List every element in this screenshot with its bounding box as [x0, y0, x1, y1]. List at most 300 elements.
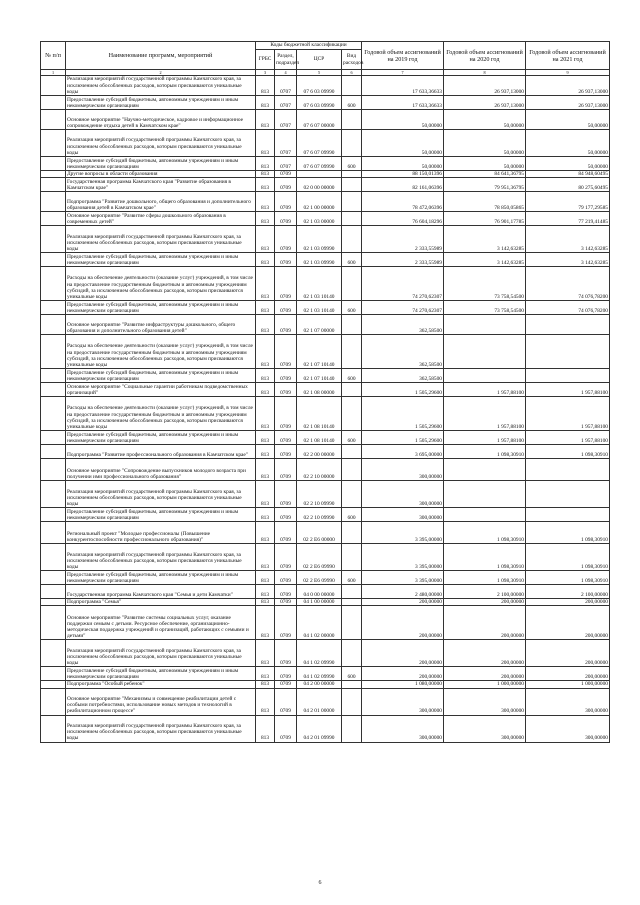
header-2019: Годовой объем ассигнований на 2019 год	[362, 42, 444, 70]
row-razdel: 0709	[275, 667, 297, 681]
row-csr: 04 2 01 00000	[297, 688, 342, 715]
row-razdel: 0709	[275, 599, 297, 606]
table-body	[41, 76, 610, 743]
row-grbs: 813	[256, 715, 275, 742]
row-grbs: 813	[256, 508, 275, 522]
row-vr	[342, 171, 362, 178]
row-razdel: 0709	[275, 178, 297, 192]
budget-table	[40, 41, 610, 743]
row-value-2019: 200,00000	[362, 599, 444, 606]
row-value-2021	[526, 459, 610, 481]
row-csr: 02 1 00 00000	[297, 192, 342, 212]
row-vr	[342, 688, 362, 715]
row-value-2019: 362,58500	[362, 315, 444, 335]
index-cell: 5	[297, 70, 342, 76]
row-number	[41, 688, 66, 715]
row-csr: 04 1 02 09990	[297, 640, 342, 667]
table-row	[41, 130, 610, 157]
table-row	[41, 508, 610, 522]
index-cell: 8	[444, 70, 526, 76]
row-number	[41, 369, 66, 383]
row-vr	[342, 481, 362, 508]
row-value-2020: 2 100,00000	[444, 585, 526, 599]
row-razdel: 0709	[275, 445, 297, 459]
row-vr	[342, 315, 362, 335]
row-number	[41, 335, 66, 369]
row-vr	[342, 110, 362, 130]
row-vr	[342, 640, 362, 667]
row-csr: 02 2 10 09990	[297, 481, 342, 508]
row-value-2020: 73 758,54500	[444, 267, 526, 301]
row-razdel: 0709	[275, 226, 297, 253]
row-value-2020	[444, 369, 526, 383]
row-vr	[342, 267, 362, 301]
row-grbs: 813	[256, 481, 275, 508]
row-value-2019: 3 395,00000	[362, 571, 444, 585]
row-number	[41, 397, 66, 431]
row-value-2019: 362,58500	[362, 369, 444, 383]
row-grbs: 813	[256, 431, 275, 445]
row-vr	[342, 459, 362, 481]
row-csr: 02 2 E6 00000	[297, 522, 342, 544]
table-row	[41, 226, 610, 253]
row-value-2020: 50,00000	[444, 110, 526, 130]
row-grbs: 813	[256, 76, 275, 96]
row-value-2020: 73 758,54500	[444, 301, 526, 315]
row-number	[41, 508, 66, 522]
row-razdel: 0709	[275, 192, 297, 212]
row-name: Предоставление субсидий бюджетным, автономным учреждениям и иным некоммерческим организациям	[66, 96, 256, 110]
table-row	[41, 571, 610, 585]
row-value-2020: 79 951,36795	[444, 178, 526, 192]
row-value-2021: 300,00000	[526, 688, 610, 715]
row-value-2020: 50,00000	[444, 130, 526, 157]
row-vr: 600	[342, 508, 362, 522]
row-csr: 07 6 07 00000	[297, 110, 342, 130]
table-row	[41, 667, 610, 681]
row-name: Реализация мероприятий государственной программы Камчатского края, за исключением обособленных расходов, которым присваиваются уникальные коды	[66, 544, 256, 571]
row-value-2019: 300,00000	[362, 715, 444, 742]
row-name: Основное мероприятие "Механизмы и совмещение реабилитации детей с особыми потребностями, использование новых методов и технологий в реабилитационном процессе"	[66, 688, 256, 715]
row-value-2019: 300,00000	[362, 688, 444, 715]
row-vr	[342, 178, 362, 192]
table-row	[41, 267, 610, 301]
table-row	[41, 431, 610, 445]
table-row	[41, 212, 610, 226]
row-grbs: 813	[256, 315, 275, 335]
row-razdel: 0707	[275, 130, 297, 157]
index-cell: 7	[362, 70, 444, 76]
row-value-2019: 1 080,00000	[362, 681, 444, 688]
row-number	[41, 715, 66, 742]
row-value-2019: 362,58500	[362, 335, 444, 369]
row-value-2020: 200,00000	[444, 640, 526, 667]
row-grbs: 813	[256, 369, 275, 383]
table-row	[41, 76, 610, 96]
row-value-2020: 1 957,88100	[444, 397, 526, 431]
row-razdel: 0709	[275, 383, 297, 397]
row-razdel: 0709	[275, 267, 297, 301]
row-grbs: 813	[256, 96, 275, 110]
header-codes-group: Коды бюджетной классификации	[256, 42, 362, 50]
row-value-2019: 74 270,62307	[362, 301, 444, 315]
row-number	[41, 171, 66, 178]
row-value-2020: 1 957,88100	[444, 383, 526, 397]
table-row	[41, 522, 610, 544]
table-row	[41, 335, 610, 369]
row-csr: 04 1 02 09990	[297, 667, 342, 681]
row-csr: 02 1 08 00000	[297, 383, 342, 397]
row-value-2020	[444, 481, 526, 508]
row-number	[41, 585, 66, 599]
row-grbs: 813	[256, 585, 275, 599]
row-csr: 02 1 03 00000	[297, 212, 342, 226]
row-csr: 02 1 03 10140	[297, 301, 342, 315]
header-name: Наименование программ, мероприятий	[66, 42, 256, 70]
row-grbs: 813	[256, 178, 275, 192]
row-vr: 600	[342, 667, 362, 681]
table-row	[41, 192, 610, 212]
row-grbs: 813	[256, 544, 275, 571]
row-value-2019: 2 333,55989	[362, 226, 444, 253]
row-value-2019: 50,00000	[362, 130, 444, 157]
row-value-2019: 78 472,06396	[362, 192, 444, 212]
row-value-2020	[444, 508, 526, 522]
row-number	[41, 383, 66, 397]
table-row	[41, 585, 610, 599]
row-csr: 02 0 00 00000	[297, 178, 342, 192]
row-razdel: 0709	[275, 571, 297, 585]
row-grbs: 813	[256, 397, 275, 431]
table-row	[41, 171, 610, 178]
row-razdel: 0709	[275, 606, 297, 640]
row-grbs: 813	[256, 110, 275, 130]
row-name: Государственная программа Камчатского края "Семья и дети Камчатки"	[66, 585, 256, 599]
row-name: Подпрограмма "Развитие профессионального образования в Камчатском крае"	[66, 445, 256, 459]
row-value-2020: 1 098,30910	[444, 445, 526, 459]
row-value-2021: 26 937,13000	[526, 96, 610, 110]
row-number	[41, 253, 66, 267]
table-row	[41, 397, 610, 431]
page-number: 6	[318, 880, 322, 886]
row-value-2019: 1 505,29600	[362, 397, 444, 431]
row-razdel: 0709	[275, 335, 297, 369]
row-vr: 600	[342, 301, 362, 315]
row-razdel: 0709	[275, 397, 297, 431]
row-value-2021: 77 219,41485	[526, 212, 610, 226]
row-csr: 04 2 01 09990	[297, 715, 342, 742]
row-vr	[342, 226, 362, 253]
row-grbs: 813	[256, 459, 275, 481]
row-vr: 600	[342, 157, 362, 171]
row-grbs: 813	[256, 226, 275, 253]
row-vr: 600	[342, 253, 362, 267]
row-value-2020: 300,00000	[444, 688, 526, 715]
row-number	[41, 640, 66, 667]
row-number	[41, 301, 66, 315]
row-number	[41, 459, 66, 481]
row-value-2021: 1 098,30910	[526, 445, 610, 459]
row-value-2019: 1 505,29600	[362, 431, 444, 445]
table-row	[41, 445, 610, 459]
row-name: Расходы на обеспечение деятельности (оказание услуг) учреждений, в том числе на предоставление государственным бюджетным и автономным учреждениям субсидий, за исключением обособленных расходов, которым присваиваются уникальные коды	[66, 267, 256, 301]
row-value-2020: 1 957,88100	[444, 431, 526, 445]
row-value-2019: 74 270,62307	[362, 267, 444, 301]
row-name: Основное мероприятие "Развитие инфраструктуры дошкольного, общего образования и дополнительного образования детей"	[66, 315, 256, 335]
row-vr	[342, 599, 362, 606]
row-value-2021: 200,00000	[526, 667, 610, 681]
row-csr: 02 1 07 00000	[297, 315, 342, 335]
table-row	[41, 606, 610, 640]
row-value-2021	[526, 315, 610, 335]
row-value-2021: 80 275,60495	[526, 178, 610, 192]
row-vr	[342, 335, 362, 369]
row-number	[41, 315, 66, 335]
table-row	[41, 688, 610, 715]
row-value-2020: 3 142,63285	[444, 253, 526, 267]
row-name: Предоставление субсидий бюджетным, автономным учреждениям и иным некоммерческим организациям	[66, 157, 256, 171]
row-csr: 02 1 03 10140	[297, 267, 342, 301]
row-value-2019: 50,00000	[362, 110, 444, 130]
row-csr: 07 6 03 09990	[297, 76, 342, 96]
row-value-2021: 1 957,88100	[526, 397, 610, 431]
row-name: Реализация мероприятий государственной программы Камчатского края, за исключением обособленных расходов, которым присваиваются уникальные коды	[66, 481, 256, 508]
row-value-2019: 3 695,00000	[362, 445, 444, 459]
row-name: Предоставление субсидий бюджетным, автономным учреждениям и иным некоммерческим организациям	[66, 508, 256, 522]
row-name: Предоставление субсидий бюджетным, автономным учреждениям и иным некоммерческим организациям	[66, 571, 256, 585]
row-csr: 07 6 07 09990	[297, 157, 342, 171]
header-razdel: Раздел, подраздел	[275, 50, 297, 70]
row-value-2021: 50,00000	[526, 157, 610, 171]
row-name: Региональный проект "Молодые профессионалы (Повышение конкурентоспособности профессионального образования)"	[66, 522, 256, 544]
row-value-2020: 3 142,63285	[444, 226, 526, 253]
row-number	[41, 445, 66, 459]
row-value-2020: 200,00000	[444, 667, 526, 681]
header-csr: ЦСР	[297, 50, 342, 70]
row-csr: 02 1 08 10140	[297, 397, 342, 431]
row-value-2020: 84 641,36795	[444, 171, 526, 178]
row-csr: 04 1 02 00000	[297, 606, 342, 640]
row-razdel: 0709	[275, 544, 297, 571]
row-value-2020: 78 850,05865	[444, 192, 526, 212]
row-name: Другие вопросы в области образования	[66, 171, 256, 178]
row-number	[41, 178, 66, 192]
row-name: Предоставление субсидий бюджетным, автономным учреждениям и иным некоммерческим организациям	[66, 667, 256, 681]
row-number	[41, 544, 66, 571]
row-value-2021: 1 000,00000	[526, 681, 610, 688]
table-row	[41, 383, 610, 397]
row-name: Реализация мероприятий государственной программы Камчатского края, за исключением обособленных расходов, которым присваиваются уникальные коды	[66, 715, 256, 742]
row-number	[41, 212, 66, 226]
row-razdel: 0709	[275, 369, 297, 383]
row-value-2020: 1 000,00000	[444, 681, 526, 688]
row-value-2019: 76 604,18296	[362, 212, 444, 226]
row-csr: 02 2 00 00000	[297, 445, 342, 459]
row-grbs: 813	[256, 267, 275, 301]
row-csr	[297, 171, 342, 178]
row-csr: 07 6 07 09990	[297, 130, 342, 157]
row-value-2019: 300,00000	[362, 481, 444, 508]
row-razdel: 0709	[275, 681, 297, 688]
row-razdel: 0709	[275, 481, 297, 508]
row-value-2021: 50,00000	[526, 130, 610, 157]
header-vr: Вид расходов	[342, 50, 362, 70]
row-value-2020: 300,00000	[444, 715, 526, 742]
row-grbs: 813	[256, 571, 275, 585]
row-csr: 02 1 03 09990	[297, 226, 342, 253]
row-name: Основное мероприятие "Сопровождение выпускников молодого возраста при получении ими профессионального образования"	[66, 459, 256, 481]
row-name: Основное мероприятие "Развитие системы социальных услуг, оказание поддержки семьям с детьми. Ресурсное обеспечение, организационно-методическая поддержка учреждений и организаций, работающих с семьями и детьми"	[66, 606, 256, 640]
row-value-2021: 79 177,29585	[526, 192, 610, 212]
row-razdel: 0709	[275, 508, 297, 522]
row-name: Подпрограмма "Семья"	[66, 599, 256, 606]
row-value-2020	[444, 315, 526, 335]
row-name: Подпрограмма "Особый ребенок"	[66, 681, 256, 688]
row-vr: 600	[342, 431, 362, 445]
row-vr	[342, 212, 362, 226]
row-value-2020: 1 098,30910	[444, 544, 526, 571]
row-grbs: 813	[256, 171, 275, 178]
row-csr: 04 1 00 00000	[297, 599, 342, 606]
row-value-2021: 74 076,78200	[526, 301, 610, 315]
row-csr: 02 2 E6 09990	[297, 571, 342, 585]
row-grbs: 813	[256, 192, 275, 212]
row-value-2019: 88 150,01396	[362, 171, 444, 178]
row-grbs: 813	[256, 606, 275, 640]
row-vr	[342, 76, 362, 96]
row-value-2020: 1 098,30910	[444, 522, 526, 544]
row-vr: 600	[342, 571, 362, 585]
row-value-2021: 1 098,30910	[526, 571, 610, 585]
row-value-2021: 200,00000	[526, 640, 610, 667]
row-csr: 02 2 E6 09990	[297, 544, 342, 571]
row-vr	[342, 681, 362, 688]
row-value-2019: 200,00000	[362, 606, 444, 640]
table-row	[41, 459, 610, 481]
row-number	[41, 431, 66, 445]
row-value-2020: 26 937,13000	[444, 76, 526, 96]
row-value-2021	[526, 481, 610, 508]
row-number	[41, 96, 66, 110]
row-number	[41, 522, 66, 544]
row-number	[41, 76, 66, 96]
row-value-2021: 1 957,88100	[526, 431, 610, 445]
row-value-2021	[526, 508, 610, 522]
row-value-2019: 300,00000	[362, 508, 444, 522]
row-vr	[342, 522, 362, 544]
table-row	[41, 157, 610, 171]
table-row	[41, 681, 610, 688]
row-name: Основное мероприятие "Развитие сферы дошкольного образования в современных детей"	[66, 212, 256, 226]
row-csr: 02 1 07 10140	[297, 335, 342, 369]
row-grbs: 813	[256, 130, 275, 157]
row-csr: 02 1 07 10140	[297, 369, 342, 383]
index-cell: 6	[342, 70, 362, 76]
row-name: Предоставление субсидий бюджетным, автономным учреждениям и иным некоммерческим организациям	[66, 301, 256, 315]
row-razdel: 0709	[275, 171, 297, 178]
row-value-2019: 2 333,55989	[362, 253, 444, 267]
row-value-2021: 3 142,63285	[526, 226, 610, 253]
row-name: Реализация мероприятий государственной программы Камчатского края, за исключением обособленных расходов, которым присваиваются уникальные коды	[66, 640, 256, 667]
row-number	[41, 681, 66, 688]
row-grbs: 813	[256, 522, 275, 544]
row-number	[41, 667, 66, 681]
row-value-2019: 50,00000	[362, 157, 444, 171]
row-value-2019: 300,00000	[362, 459, 444, 481]
row-number	[41, 226, 66, 253]
row-razdel: 0709	[275, 585, 297, 599]
row-vr	[342, 606, 362, 640]
row-vr	[342, 192, 362, 212]
index-cell: 2	[66, 70, 256, 76]
row-number	[41, 606, 66, 640]
row-value-2019: 200,00000	[362, 667, 444, 681]
row-name: Основное мероприятие "Научно-методическое, кадровое и информационное сопровождение отдыха детей в Камчатском крае"	[66, 110, 256, 130]
row-razdel: 0707	[275, 76, 297, 96]
row-value-2020	[444, 459, 526, 481]
row-value-2021: 74 076,78200	[526, 267, 610, 301]
header-num: № п/п	[41, 42, 66, 70]
row-number	[41, 481, 66, 508]
table-row	[41, 315, 610, 335]
row-csr: 07 6 03 09990	[297, 96, 342, 110]
row-razdel: 0707	[275, 96, 297, 110]
row-value-2020: 200,00000	[444, 606, 526, 640]
row-csr: 02 2 10 09990	[297, 508, 342, 522]
row-grbs: 813	[256, 445, 275, 459]
row-value-2021	[526, 335, 610, 369]
row-csr: 02 1 03 09990	[297, 253, 342, 267]
row-value-2021: 200,00000	[526, 606, 610, 640]
index-cell: 9	[526, 70, 610, 76]
row-razdel: 0709	[275, 315, 297, 335]
row-grbs: 813	[256, 681, 275, 688]
row-vr	[342, 544, 362, 571]
row-grbs: 813	[256, 640, 275, 667]
row-razdel: 0709	[275, 212, 297, 226]
row-value-2019: 17 633,36633	[362, 76, 444, 96]
row-vr	[342, 445, 362, 459]
row-name: Предоставление субсидий бюджетным, автономным учреждениям и иным некоммерческим организациям	[66, 369, 256, 383]
row-razdel: 0707	[275, 157, 297, 171]
row-vr	[342, 715, 362, 742]
row-number	[41, 157, 66, 171]
row-name: Подпрограмма "Развитие дошкольного, общего образования и дополнительного образования детей в Камчатском крае"	[66, 192, 256, 212]
row-grbs: 813	[256, 599, 275, 606]
row-csr: 04 2 00 00000	[297, 681, 342, 688]
row-value-2021: 1 098,30910	[526, 522, 610, 544]
table-row	[41, 369, 610, 383]
row-value-2021: 3 142,63285	[526, 253, 610, 267]
table-row	[41, 599, 610, 606]
row-number	[41, 110, 66, 130]
index-cell: 4	[275, 70, 297, 76]
row-csr: 02 2 10 00000	[297, 459, 342, 481]
row-vr	[342, 397, 362, 431]
row-vr	[342, 130, 362, 157]
row-name: Реализация мероприятий государственной программы Камчатского края, за исключением обособленных расходов, которым присваиваются уникальные коды	[66, 130, 256, 157]
row-number	[41, 571, 66, 585]
row-grbs: 813	[256, 253, 275, 267]
row-value-2019: 200,00000	[362, 640, 444, 667]
row-value-2019: 17 633,36633	[362, 96, 444, 110]
table-row	[41, 715, 610, 742]
header-grbs: ГРБС	[256, 50, 275, 70]
index-cell: 3	[256, 70, 275, 76]
row-csr: 02 1 08 10140	[297, 431, 342, 445]
row-grbs: 813	[256, 383, 275, 397]
row-name: Предоставление субсидий бюджетным, автономным учреждениям и иным некоммерческим организациям	[66, 431, 256, 445]
